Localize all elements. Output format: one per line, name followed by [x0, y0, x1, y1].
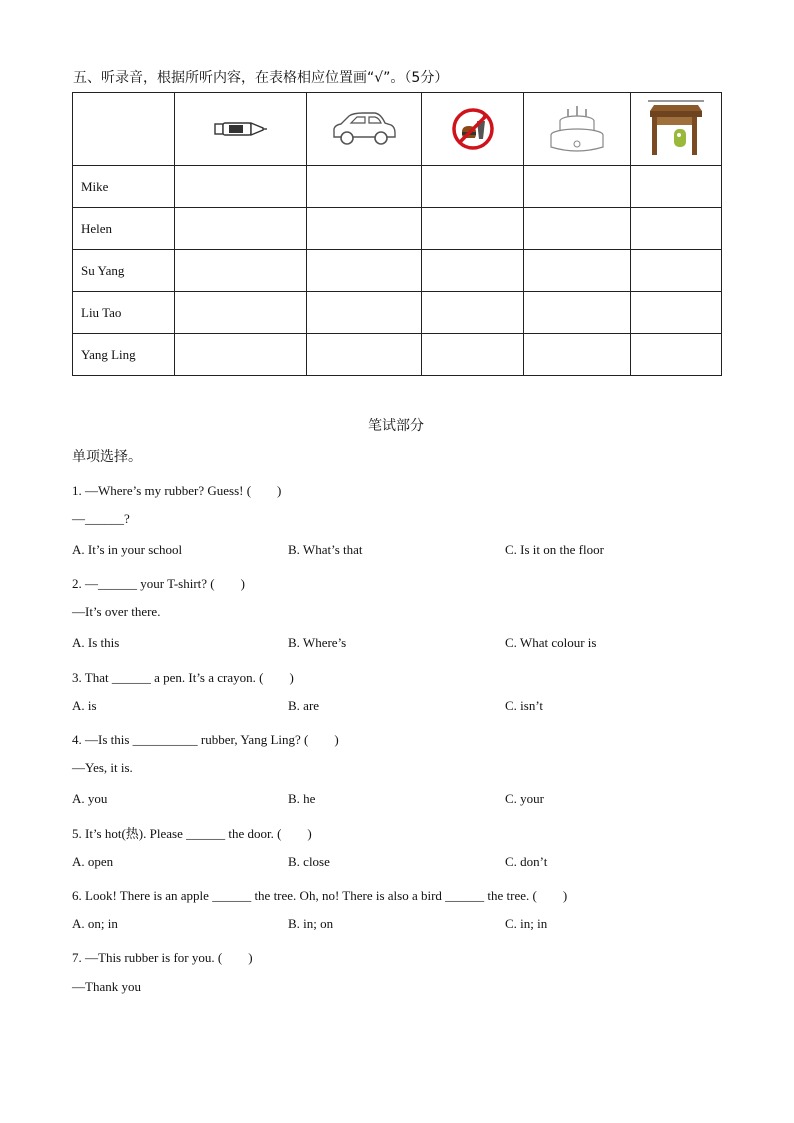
listening-table	[72, 92, 722, 376]
question-5-option-c[interactable]: C. don’t	[505, 854, 548, 869]
question-2-option-a[interactable]: A. Is this	[72, 635, 120, 650]
crayon-icon	[211, 119, 271, 139]
answer-cell[interactable]	[524, 166, 631, 208]
answer-cell[interactable]	[422, 208, 524, 250]
question-7-reply: —Thank you	[72, 979, 141, 994]
answer-cell[interactable]	[524, 250, 631, 292]
section5-title: 五、听录音，根据所听内容，在表格相应位置画“√”。（5分）	[73, 70, 449, 86]
question-4-option-a[interactable]: A. you	[72, 791, 108, 806]
answer-cell[interactable]	[631, 166, 722, 208]
table-row	[73, 166, 722, 208]
answer-cell[interactable]	[422, 334, 524, 376]
question-4: 4. —Is this __________ rubber, Yang Ling? ( )	[72, 732, 339, 747]
answer-cell[interactable]	[631, 334, 722, 376]
answer-cell[interactable]	[422, 292, 524, 334]
answer-cell[interactable]	[524, 292, 631, 334]
answer-cell[interactable]	[175, 292, 307, 334]
answer-cell[interactable]	[631, 208, 722, 250]
student-name: Su Yang	[73, 250, 175, 292]
answer-cell[interactable]	[175, 208, 307, 250]
question-1-option-a[interactable]: A. It’s in your school	[72, 542, 183, 557]
question-2-option-b[interactable]: B. Where’s	[288, 635, 347, 650]
written-section-heading: 笔试部分	[368, 418, 424, 434]
answer-cell[interactable]	[422, 250, 524, 292]
answer-cell[interactable]	[307, 208, 422, 250]
question-6-option-b[interactable]: B. in; on	[288, 916, 334, 931]
question-6: 6. Look! There is an apple ______ the tree. Oh, no! There is also a bird ______ the tree. ( )	[72, 888, 568, 903]
question-1: 1. —Where’s my rubber? Guess! ( )	[72, 483, 282, 498]
question-1-reply: —______?	[72, 511, 130, 526]
question-2: 2. —______ your T-shirt? ( )	[72, 576, 245, 591]
answer-cell[interactable]	[631, 292, 722, 334]
desk-icon	[646, 99, 706, 159]
student-name: Yang Ling	[73, 334, 175, 376]
question-3-option-a[interactable]: A. is	[72, 698, 97, 713]
student-name: Liu Tao	[73, 292, 175, 334]
question-4-reply: —Yes, it is.	[72, 760, 133, 775]
question-5-option-a[interactable]: A. open	[72, 854, 114, 869]
no-food-drink-icon	[451, 107, 495, 151]
question-2-reply: —It’s over there.	[72, 604, 161, 619]
question-7: 7. —This rubber is for you. ( )	[72, 950, 253, 965]
answer-cell[interactable]	[175, 250, 307, 292]
table-header-row	[73, 93, 722, 166]
question-5: 5. It’s hot(热). Please ______ the door. ( )	[72, 826, 312, 841]
question-3-option-b[interactable]: B. are	[288, 698, 320, 713]
question-4-option-c[interactable]: C. your	[505, 791, 544, 806]
answer-cell[interactable]	[307, 166, 422, 208]
question-3-option-c[interactable]: C. isn’t	[505, 698, 544, 713]
birthday-cake-icon	[546, 103, 608, 155]
question-5-option-b[interactable]: B. close	[288, 854, 330, 869]
table-row	[73, 208, 722, 250]
header-empty-cell	[73, 93, 175, 166]
question-1-option-c[interactable]: C. Is it on the floor	[505, 542, 604, 557]
table-row	[73, 250, 722, 292]
answer-cell[interactable]	[175, 334, 307, 376]
table-row	[73, 292, 722, 334]
question-4-option-b[interactable]: B. he	[288, 791, 316, 806]
answer-cell[interactable]	[175, 166, 307, 208]
question-6-option-a[interactable]: A. on; in	[72, 916, 118, 931]
answer-cell[interactable]	[524, 208, 631, 250]
question-3: 3. That ______ a pen. It’s a crayon. ( )	[72, 670, 294, 685]
question-6-option-c[interactable]: C. in; in	[505, 916, 548, 931]
question-1-option-b[interactable]: B. What’s that	[288, 542, 363, 557]
question-2-option-c[interactable]: C. What colour is	[505, 635, 597, 650]
answer-cell[interactable]	[631, 250, 722, 292]
answer-cell[interactable]	[307, 250, 422, 292]
car-icon	[329, 109, 399, 149]
answer-cell[interactable]	[307, 334, 422, 376]
student-name: Helen	[73, 208, 175, 250]
answer-cell[interactable]	[524, 334, 631, 376]
student-name: Mike	[73, 166, 175, 208]
answer-cell[interactable]	[307, 292, 422, 334]
single-choice-heading: 单项选择。	[72, 449, 142, 465]
table-row	[73, 334, 722, 376]
answer-cell[interactable]	[422, 166, 524, 208]
